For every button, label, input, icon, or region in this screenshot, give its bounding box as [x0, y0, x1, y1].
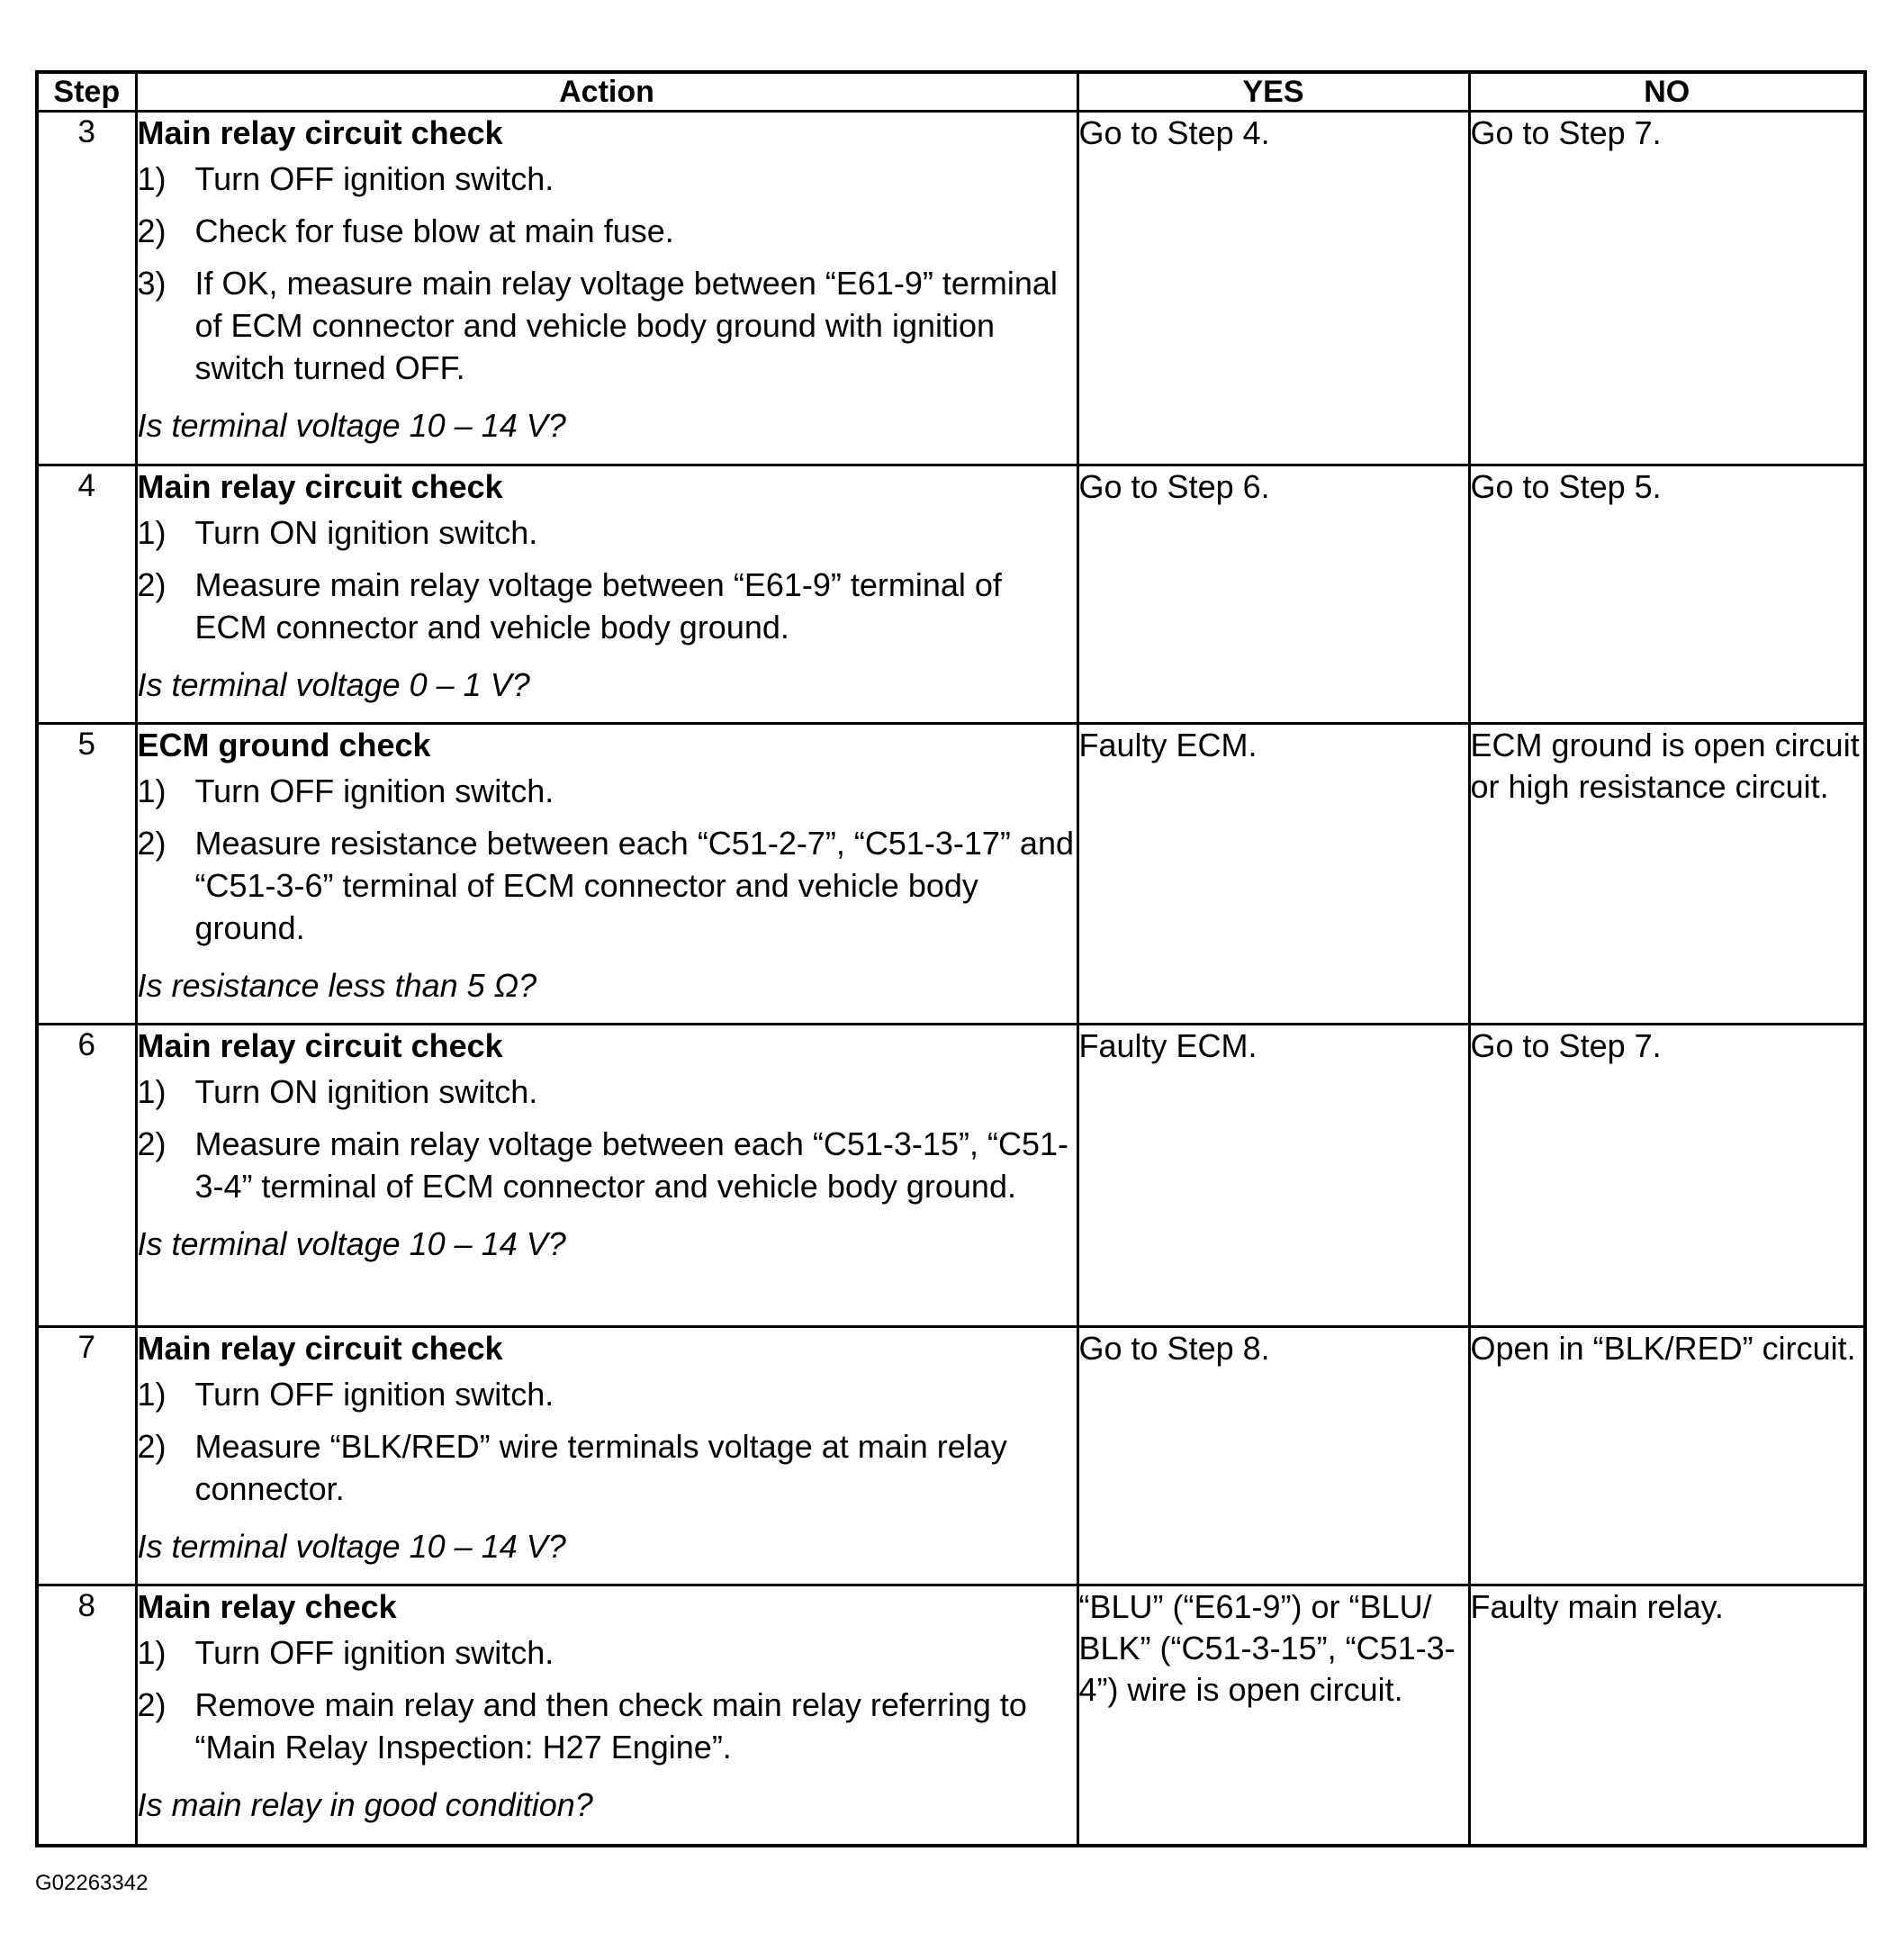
substep [138, 1373, 1077, 1415]
substep [138, 822, 1077, 949]
header-no: NO [1469, 72, 1865, 112]
substep [138, 564, 1077, 648]
no-result: ECM ground is open circuit or high resistance circuit. [1469, 724, 1865, 1025]
substep-list [138, 158, 1077, 389]
table-row [37, 465, 1865, 724]
substep [138, 1070, 1077, 1113]
substep-text: Measure “BLK/RED” wire terminals voltage at main relay connector. [194, 1428, 1007, 1507]
substep [138, 1425, 1077, 1510]
substep-text: If OK, measure main relay voltage between “E61-9” terminal of ECM connector and vehicle body ground with ignition switch turned OFF. [194, 265, 1058, 386]
step-number: 4 [37, 465, 136, 724]
substep-number: 2) [137, 212, 167, 249]
diagnostic-table [35, 70, 1867, 1847]
check-question: Is terminal voltage 10 – 14 V? [137, 1225, 566, 1262]
substep-list [138, 1070, 1077, 1207]
table-row [37, 1327, 1865, 1585]
table-row [37, 112, 1865, 465]
no-result: Go to Step 7. [1469, 112, 1865, 465]
substep-number: 1) [137, 772, 167, 809]
no-result: Open in “BLK/RED” circuit. [1469, 1327, 1865, 1585]
substep [138, 1631, 1077, 1674]
step-number: 6 [37, 1025, 136, 1327]
substep-text: Turn OFF ignition switch. [194, 772, 554, 809]
check-question: Is terminal voltage 0 – 1 V? [137, 666, 530, 703]
substep-text: Turn OFF ignition switch. [194, 160, 554, 197]
troubleshooting-sheet [35, 70, 1863, 1847]
substep [138, 1123, 1077, 1207]
yes-result: Go to Step 4. [1077, 112, 1469, 465]
substep-number: 1) [137, 1634, 167, 1671]
substep [138, 262, 1077, 389]
header-step: Step [37, 72, 136, 112]
yes-result: “BLU” (“E61-9”) or “BLU/ BLK” (“C51-3-15”, “C51-3-4”) wire is open circuit. [1077, 1585, 1469, 1846]
yes-result: Go to Step 8. [1077, 1327, 1469, 1585]
substep [138, 158, 1077, 200]
substep [138, 210, 1077, 252]
substep-number: 2) [137, 566, 167, 603]
action-cell [136, 1327, 1077, 1585]
substep-list [138, 511, 1077, 648]
header-action: Action [136, 72, 1077, 112]
check-question: Is terminal voltage 10 – 14 V? [137, 407, 566, 444]
substep-list [138, 770, 1077, 949]
action-title: Main relay circuit check [137, 468, 503, 505]
substep-number: 2) [137, 825, 167, 862]
substep [138, 770, 1077, 812]
substep-text: Turn ON ignition switch. [194, 1073, 538, 1110]
header-yes: YES [1077, 72, 1469, 112]
check-question: Is resistance less than 5 Ω? [137, 967, 537, 1004]
table-header-row [37, 72, 1865, 112]
substep-text: Check for fuse blow at main fuse. [194, 212, 674, 249]
step-number: 5 [37, 724, 136, 1025]
table-row [37, 1025, 1865, 1327]
substep-text: Measure main relay voltage between “E61-9” terminal of ECM connector and vehicle body ground. [194, 566, 1002, 646]
step-number: 3 [37, 112, 136, 465]
no-result: Go to Step 5. [1469, 465, 1865, 724]
check-question: Is terminal voltage 10 – 14 V? [137, 1528, 566, 1565]
step-number: 8 [37, 1585, 136, 1846]
table-row [37, 1585, 1865, 1846]
substep-text: Measure main relay voltage between each “C51-3-15”, “C51-3-4” terminal of ECM connector and vehicle body ground. [194, 1125, 1068, 1205]
substep-text: Turn OFF ignition switch. [194, 1634, 554, 1671]
substep-number: 1) [137, 1376, 167, 1413]
substep-number: 2) [137, 1125, 167, 1162]
no-result: Faulty main relay. [1469, 1585, 1865, 1846]
substep-number: 3) [137, 265, 167, 302]
step-number: 7 [37, 1327, 136, 1585]
substep-number: 1) [137, 514, 167, 551]
action-title: Main relay circuit check [137, 1027, 503, 1064]
substep-number: 1) [137, 160, 167, 197]
action-cell [136, 465, 1077, 724]
substep-number: 2) [137, 1428, 167, 1465]
action-cell [136, 1585, 1077, 1846]
substep [138, 511, 1077, 554]
no-result: Go to Step 7. [1469, 1025, 1865, 1327]
substep [138, 1684, 1077, 1768]
substep-text: Turn ON ignition switch. [194, 514, 538, 551]
substep-text: Turn OFF ignition switch. [194, 1376, 554, 1413]
yes-result: Faulty ECM. [1077, 724, 1469, 1025]
figure-id: G02263342 [35, 1871, 149, 1895]
check-question: Is main relay in good condition? [137, 1786, 593, 1823]
action-title: Main relay check [137, 1588, 397, 1625]
substep-list [138, 1373, 1077, 1510]
action-title: Main relay circuit check [137, 114, 503, 151]
substep-text: Measure resistance between each “C51-2-7”, “C51-3-17” and “C51-3-6” terminal of ECM connector and vehicle body ground. [194, 825, 1074, 946]
action-cell [136, 1025, 1077, 1327]
yes-result: Faulty ECM. [1077, 1025, 1469, 1327]
action-cell [136, 724, 1077, 1025]
table-row [37, 724, 1865, 1025]
action-cell [136, 112, 1077, 465]
action-title: ECM ground check [137, 727, 431, 763]
substep-number: 1) [137, 1073, 167, 1110]
substep-list [138, 1631, 1077, 1768]
substep-text: Remove main relay and then check main relay referring to “Main Relay Inspection: H27 Engine”. [194, 1686, 1027, 1766]
action-title: Main relay circuit check [137, 1330, 503, 1367]
yes-result: Go to Step 6. [1077, 465, 1469, 724]
substep-number: 2) [137, 1686, 167, 1723]
